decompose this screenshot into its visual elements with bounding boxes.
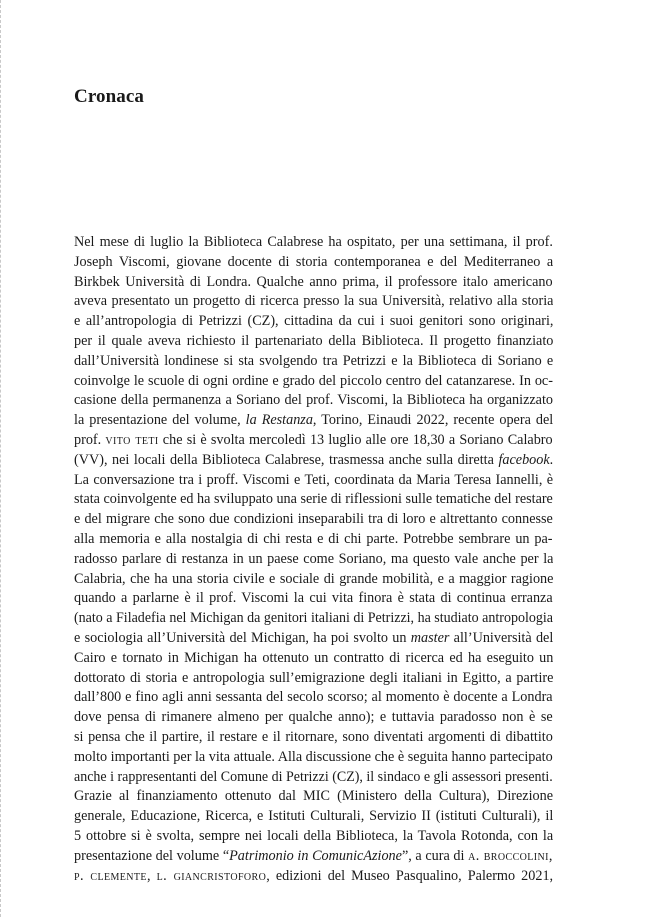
text-line: quando a parlarne è il prof. Viscomi la cui vita finora è stata di continua erranza (74, 590, 553, 607)
text-line: Birkbek Università di Londra. Qualche anno prima, il professore italo americano (74, 273, 553, 290)
text-run: la presentazione del volume, (74, 412, 246, 429)
text-line: dove pensa di rimanere almeno per qualche anno); e tuttavia paradosso non è se (74, 709, 553, 726)
text-line: La conversazione tra i proff. Viscomi e Teti, coordinata da Maria Teresa Iannelli, è (74, 471, 553, 488)
text-run: (VV), nei locali della Biblioteca Calabrese, trasmessa anche sulla diretta (74, 451, 499, 468)
text-line: per il quale aveva richiesto il partenariato della Biblioteca. Il progetto finanziato (74, 332, 553, 349)
text-line (74, 847, 553, 867)
text-line: casione della permanenza a Soriano del prof. Viscomi, la Biblioteca ha organizzato (74, 392, 553, 409)
text-run: . (549, 451, 553, 468)
text-line: Joseph Viscomi, giovane docente di storia contemporanea e del Mediterraneo a (74, 253, 553, 270)
text-line (74, 629, 553, 649)
text-line (74, 867, 553, 887)
body-text (74, 233, 553, 886)
text-line: Nel mese di luglio la Biblioteca Calabrese ha ospitato, per una settimana, il prof. (74, 234, 553, 250)
text-run: e sociologia all’Università del Michigan, ha poi svolto un (74, 629, 411, 646)
degree-term: master (410, 629, 450, 646)
text-run: ”, a cura di (401, 847, 469, 864)
text-line (74, 431, 553, 451)
text-line: e del migrare che sono due condizioni inseparabili tra di loro e altrettanto connesse (74, 511, 553, 528)
platform-name: facebook (498, 451, 550, 468)
text-line: dall’Università londinese si sta svolgendo tra Petrizzi e la Biblioteca di Soriano e (74, 352, 553, 369)
text-run: che si è svolta mercoledì 13 luglio alle ore 18,30 a Soriano Calabro (158, 431, 553, 448)
book-title: la Restanza (245, 412, 313, 429)
text-line: Calabria, che ha una storia civile e sociale di grande mobilità, e a maggior ragione (74, 570, 553, 587)
text-run: presentazione del volume “ (74, 847, 230, 864)
author-name: vito teti (105, 431, 159, 448)
section-title: Cronaca (74, 86, 145, 107)
text-run: , Torino, Einaudi 2022, recente opera del (312, 412, 553, 429)
text-line: stata coinvolgente ed ha sviluppato una serie di riflessioni sulle tematiche del restare (74, 491, 553, 508)
text-line (74, 411, 553, 431)
text-line: dall’800 e fino agli anni sessanta del secolo scorso; al momento è docente a Londra (74, 689, 553, 706)
text-run: prof. (74, 431, 106, 448)
text-run: all’Università del (449, 629, 553, 646)
text-line (74, 451, 553, 471)
text-line: Cairo e tornato in Michigan ha ottenuto un contratto di ricerca ed ha eseguito un (74, 649, 553, 666)
text-line: si pensa che il partire, il restare e il ritornare, sono diventati argomenti di dibattito (74, 728, 553, 745)
text-line: radosso parlare di restanza in un paese come Soriano, ma questo vale anche per la (74, 550, 553, 567)
text-line: aveva presentato un progetto di ricerca presso la sua Università, relativo alla storia (74, 293, 553, 310)
text-line: coinvolge le scuole di ogni ordine e grado del piccolo centro del catanzarese. In oc- (74, 372, 553, 389)
text-line: 5 ottobre si è svolta, sempre nei locali della Biblioteca, la Tavola Rotonda, con la (74, 827, 553, 844)
text-run: , edizioni del Museo Pasqualino, Palermo 2021, (266, 867, 553, 884)
author-name: l. giancristoforo (156, 867, 267, 884)
text-line: Grazie al finanziamento ottenuto dal MIC (Ministero della Cultura), Direzione (74, 788, 553, 805)
text-line: alla memoria e alla nostalgia di chi resta e di chi parte. Potrebbe sembrare un pa- (74, 530, 553, 547)
page-left-edge (0, 0, 3, 917)
text-run: , (146, 867, 157, 884)
text-line: e all’antropologia di Petrizzi (CZ), cittadina da cui i suoi genitori sono originari, (74, 313, 553, 330)
text-line: (nato a Filadefia nel Michigan da genitori italiani di Petrizzi, ha studiato antropologia (74, 610, 553, 627)
text-line: anche i rappresentanti del Comune di Petrizzi (CZ), il sindaco e gli assessori presenti. (74, 768, 553, 785)
author-name: a. broccolini, (468, 847, 553, 864)
text-line: molto importanti per la vita attuale. Alla discussione che è seguita hanno partecipato (74, 748, 553, 765)
author-name: p. clemente (74, 867, 147, 884)
book-title: Patrimonio in ComunicAzione (229, 847, 402, 864)
text-line: dottorato di storia e antropologia sull’emigrazione degli italiani in Egitto, a partire (74, 669, 553, 686)
text-line: generale, Educazione, Ricerca, e Istituti Culturali, Servizio II (istituti Culturali), il (74, 808, 553, 825)
